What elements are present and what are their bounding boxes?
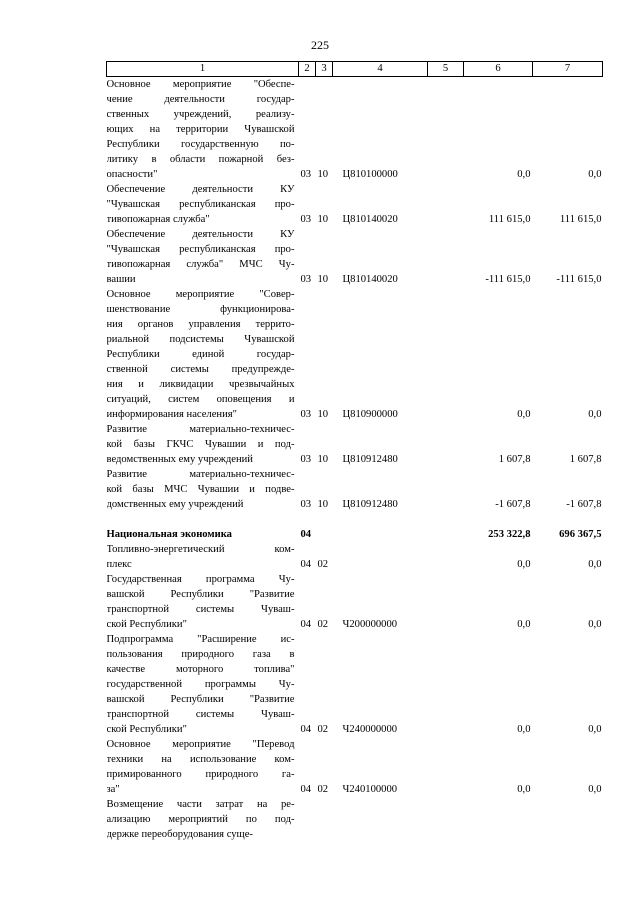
expense-type-cell (428, 467, 464, 512)
row-name-cell (107, 572, 299, 632)
amount-2019-cell: 1 607,8 (498, 454, 531, 465)
expense-type-cell (428, 737, 464, 797)
amount-2019-cell: 253 322,8 (488, 529, 531, 540)
row-name-line: Возмещение части затрат на ре- (106, 799, 295, 810)
subsection-code-cell (316, 797, 333, 842)
amount-2020-cell: 0,0 (588, 169, 602, 180)
expense-type-cell (428, 632, 464, 737)
row-name-line: Обеспечение деятельности КУ (106, 229, 295, 240)
expense-type-cell (428, 182, 464, 227)
section-code-cell: 03 (300, 169, 312, 180)
section-code-cell (299, 797, 316, 842)
row-name-line: ния и ликвидации чрезвычайных (106, 379, 295, 390)
target-article-cell: Ц810912480 (342, 499, 398, 510)
header-cell-6: 6 (464, 62, 533, 77)
table-header-row (107, 62, 603, 77)
table-row (107, 77, 603, 183)
row-name-line: ситуаций, систем оповещения и (106, 394, 295, 405)
subsection-code-cell: 10 (317, 169, 329, 180)
row-name-line: Развитие материально-техничес- (106, 469, 295, 480)
row-name-line: тивопожарная служба" МЧС Чу- (106, 259, 295, 270)
amount-2020-cell: 0,0 (588, 784, 602, 795)
row-name-cell (107, 77, 299, 183)
target-article-cell: Ц810900000 (342, 409, 398, 420)
subsection-code-cell: 10 (317, 499, 329, 510)
row-name-line: ской Республики" (106, 619, 187, 630)
amount-2020-cell: -1 607,8 (566, 499, 602, 510)
row-name-line: ственных учреждений, реализу- (106, 109, 295, 120)
target-article-cell: Ц810140020 (342, 214, 398, 225)
subsection-code-cell: 02 (317, 784, 329, 795)
subsection-code-cell: 10 (317, 274, 329, 285)
row-name-line: "Чувашская республиканская про- (106, 244, 295, 255)
amount-2020-cell: 0,0 (588, 559, 602, 570)
row-name-cell (107, 182, 299, 227)
row-name-cell (107, 737, 299, 797)
row-name-line: шенствование функционирова- (106, 304, 295, 315)
row-name-line: чение деятельности государ- (106, 94, 295, 105)
row-name-line: домственных ему учреждений (106, 499, 244, 510)
header-cell-2: 2 (299, 62, 316, 77)
row-name-line: "Чувашская республиканская про- (106, 199, 295, 210)
row-name-line: ющих на территории Чувашской (106, 124, 295, 135)
amount-2020-cell: 111 615,0 (559, 214, 602, 225)
amount-2019-cell: 111 615,0 (488, 214, 531, 225)
amount-2020-cell: -111 615,0 (556, 274, 602, 285)
row-name-line: транспортной системы Чуваш- (106, 709, 295, 720)
table-row (107, 797, 603, 842)
subsection-code-cell: 10 (317, 214, 329, 225)
expense-type-cell (428, 287, 464, 422)
section-code-cell: 03 (300, 274, 312, 285)
row-name-line: Подпрограмма "Расширение ис- (106, 634, 295, 645)
table-row (107, 467, 603, 512)
row-name-line: ализацию мероприятий по под- (106, 814, 295, 825)
amount-2019-cell: 0,0 (517, 559, 531, 570)
row-name-line: опасности" (106, 169, 158, 180)
row-name-cell (107, 467, 299, 512)
row-name-line: Республики государственную по- (106, 139, 295, 150)
section-code-cell: 04 (300, 724, 312, 735)
table-row (107, 632, 603, 737)
amount-2020-cell (533, 797, 603, 842)
row-name-line: Национальная экономика (106, 529, 232, 540)
row-name-line: кой базы МЧС Чувашии и подве- (106, 484, 295, 495)
row-name-line: Топливно-энергетический ком- (106, 544, 295, 555)
table-row (107, 422, 603, 467)
expense-type-cell (428, 527, 464, 542)
target-article-cell: Ч200000000 (342, 619, 398, 630)
row-name-line: вашской Республики "Развитие (106, 694, 295, 705)
row-name-line: техники на использование ком- (106, 754, 295, 765)
header-cell-3: 3 (316, 62, 333, 77)
row-name-cell (107, 527, 299, 542)
subsection-code-cell: 02 (317, 619, 329, 630)
row-name-line: транспортной системы Чуваш- (106, 604, 295, 615)
section-code-cell: 04 (300, 529, 312, 540)
row-name-cell (107, 227, 299, 287)
target-article-cell: Ц810912480 (342, 454, 398, 465)
amount-2019-cell: 0,0 (517, 724, 531, 735)
row-name-line: Основное мероприятие "Обеспе- (106, 79, 295, 90)
expense-type-cell (428, 77, 464, 183)
spacer-cell (107, 512, 603, 527)
row-name-line: вашии (106, 274, 136, 285)
table-row (107, 572, 603, 632)
row-name-line: Основное мероприятие "Перевод (106, 739, 295, 750)
row-name-line: ственной системы предупрежде- (106, 364, 295, 375)
amount-2019-cell: 0,0 (517, 619, 531, 630)
amount-2019-cell: -1 607,8 (495, 499, 531, 510)
section-code-cell: 03 (300, 454, 312, 465)
budget-table (106, 61, 603, 842)
subsection-code-cell: 10 (317, 409, 329, 420)
row-name-line: вашской Республики "Развитие (106, 589, 295, 600)
expense-type-cell (428, 572, 464, 632)
table-row (107, 287, 603, 422)
section-code-cell: 04 (300, 784, 312, 795)
subsection-code-cell (316, 527, 333, 542)
row-name-line: ской Республики" (106, 724, 187, 735)
subsection-code-cell: 10 (317, 454, 329, 465)
header-cell-5: 5 (428, 62, 464, 77)
row-name-line: ведомственных ему учреждений (106, 454, 253, 465)
section-code-cell: 04 (300, 559, 312, 570)
expense-type-cell (428, 422, 464, 467)
row-name-cell (107, 542, 299, 572)
expense-type-cell (428, 542, 464, 572)
table-spacer-row (107, 512, 603, 527)
row-name-cell (107, 422, 299, 467)
target-article-cell (333, 527, 428, 542)
amount-2020-cell: 0,0 (588, 619, 602, 630)
row-name-line: за" (106, 784, 120, 795)
page-number: 225 (311, 38, 329, 52)
target-article-cell (333, 797, 428, 842)
row-name-cell (107, 287, 299, 422)
section-code-cell: 03 (300, 499, 312, 510)
row-name-line: литику в области пожарной без- (106, 154, 295, 165)
section-code-cell: 04 (300, 619, 312, 630)
row-name-line: государственной программы Чу- (106, 679, 295, 690)
target-article-cell (333, 542, 428, 572)
amount-2019-cell: 0,0 (517, 784, 531, 795)
expense-type-cell (428, 797, 464, 842)
row-name-line: ния органов управления террито- (106, 319, 295, 330)
row-name-line: примированного природного га- (106, 769, 295, 780)
amount-2019-cell (464, 797, 533, 842)
row-name-cell (107, 797, 299, 842)
row-name-line: Обеспечение деятельности КУ (106, 184, 295, 195)
target-article-cell: Ц810100000 (342, 169, 398, 180)
amount-2019-cell: -111 615,0 (485, 274, 531, 285)
section-code-cell: 03 (300, 214, 312, 225)
row-name-line: риальной подсистемы Чувашской (106, 334, 295, 345)
row-name-line: тивопожарная служба" (106, 214, 210, 225)
header-cell-1: 1 (107, 62, 299, 77)
row-name-cell (107, 632, 299, 737)
amount-2019-cell: 0,0 (517, 169, 531, 180)
row-name-line: кой базы ГКЧС Чувашии и под- (106, 439, 295, 450)
table-row (107, 182, 603, 227)
subsection-code-cell: 02 (317, 724, 329, 735)
amount-2020-cell: 0,0 (588, 409, 602, 420)
row-name-line: держке переоборудования суще- (106, 829, 253, 840)
target-article-cell: Ц810140020 (342, 274, 398, 285)
target-article-cell: Ч240100000 (342, 784, 398, 795)
header-cell-7: 7 (533, 62, 603, 77)
row-name-line: Основное мероприятие "Совер- (106, 289, 295, 300)
table-row (107, 542, 603, 572)
row-name-line: Республики единой государ- (106, 349, 295, 360)
table-row (107, 527, 603, 542)
row-name-line: пользования природного газа в (106, 649, 295, 660)
table-row (107, 737, 603, 797)
target-article-cell: Ч240000000 (342, 724, 398, 735)
amount-2020-cell: 1 607,8 (569, 454, 602, 465)
expense-type-cell (428, 227, 464, 287)
header-cell-4: 4 (333, 62, 428, 77)
row-name-line: плекс (106, 559, 132, 570)
row-name-line: качестве моторного топлива" (106, 664, 295, 675)
amount-2020-cell: 696 367,5 (559, 529, 602, 540)
section-code-cell: 03 (300, 409, 312, 420)
amount-2019-cell: 0,0 (517, 409, 531, 420)
amount-2020-cell: 0,0 (588, 724, 602, 735)
table-row (107, 227, 603, 287)
row-name-line: Развитие материально-техничес- (106, 424, 295, 435)
row-name-line: Государственная программа Чу- (106, 574, 295, 585)
subsection-code-cell: 02 (317, 559, 329, 570)
row-name-line: информирования населения" (106, 409, 237, 420)
